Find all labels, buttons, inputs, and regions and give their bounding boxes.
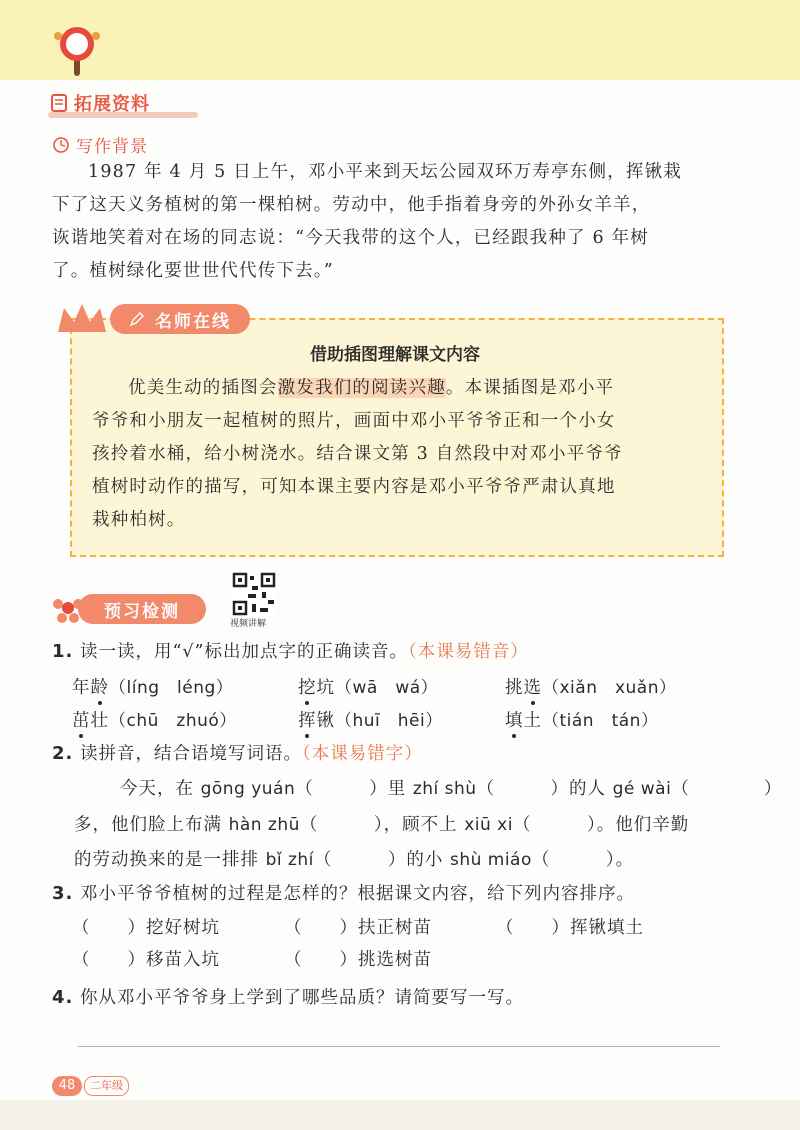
preview-tag bbox=[78, 594, 206, 624]
background-paragraph bbox=[52, 156, 722, 288]
q2-text: 多，他们脸上布满 bbox=[74, 815, 229, 835]
background-line: 下了这天义务植树的第一棵柏树。劳动中，他手指着身旁的外孙女羊羊， bbox=[52, 195, 651, 215]
crown-icon bbox=[54, 300, 110, 336]
q2-question bbox=[52, 740, 423, 765]
q2-pinyin: xiū xi bbox=[464, 815, 513, 835]
q1-item-dotted-char: 茁 bbox=[72, 711, 91, 731]
q2-number: 2. bbox=[52, 743, 74, 764]
q1-item-pinyin[interactable]: （tián tán） bbox=[542, 711, 659, 731]
drum-icon bbox=[44, 22, 104, 78]
q1-number: 1. bbox=[52, 641, 74, 662]
q1-text: 读一读，用“√”标出加点字的正确读音。 bbox=[79, 642, 408, 662]
q2-blank[interactable]: （ ）。他们辛勤 bbox=[512, 815, 690, 835]
teacher-paragraph bbox=[92, 372, 702, 537]
q1-item bbox=[505, 706, 658, 732]
highlight-text: 激发我们的阅读兴趣 bbox=[277, 378, 446, 398]
footer-divider bbox=[78, 1046, 720, 1047]
qr-label: 视频讲解 bbox=[230, 619, 267, 629]
section-title: 拓展资料 bbox=[74, 94, 150, 115]
q1-item bbox=[72, 673, 233, 699]
teacher-line: 植树时动作的描写，可知本课主要内容是邓小平爷爷严肃认真地 bbox=[92, 477, 616, 497]
teacher-line: 爷爷和小朋友一起植树的照片，画面中邓小平爷爷正和一个小女 bbox=[92, 411, 616, 431]
q2-pinyin: bǐ zhí bbox=[265, 850, 314, 870]
q2-blank[interactable]: （ ）的小 bbox=[313, 850, 450, 870]
background-line: 诙谐地笑着对在场的同志说：“今天我带的这个人，已经跟我种了 6 年树 bbox=[52, 228, 650, 248]
q1-item-char: 坑 bbox=[316, 678, 335, 698]
teacher-box-title: 借助插图理解课文内容 bbox=[310, 345, 480, 365]
q1-item-char: 挑 bbox=[505, 678, 524, 698]
teacher-line: 栽种柏树。 bbox=[92, 510, 186, 530]
q1-item-pinyin[interactable]: （huī hēi） bbox=[335, 711, 443, 731]
preview-tag-label: 预习检测 bbox=[104, 601, 180, 622]
q2-text: 的劳动换来的是一排排 bbox=[74, 850, 266, 870]
q1-item-char: 土 bbox=[523, 711, 542, 731]
section-header bbox=[50, 90, 150, 116]
q1-item bbox=[298, 673, 438, 699]
q1-question bbox=[52, 638, 529, 663]
q1-item-dotted-char: 填 bbox=[505, 711, 524, 731]
q2-line bbox=[74, 846, 634, 871]
background-line: 了。植树绿化要世世代代传下去。” bbox=[52, 261, 334, 281]
q2-pinyin: gé wài bbox=[612, 779, 672, 799]
pencil-icon bbox=[129, 311, 145, 327]
bottom-strip bbox=[0, 1100, 800, 1130]
q1-item-pinyin[interactable]: （wā wá） bbox=[335, 678, 439, 698]
q1-item-char: 锹 bbox=[316, 711, 335, 731]
q3-item[interactable]: （ ）挑选树苗 bbox=[284, 950, 432, 970]
q2-blank[interactable]: （ ）。 bbox=[531, 850, 635, 870]
q3-item[interactable]: （ ）挖好树坑 bbox=[72, 918, 220, 938]
q3-item[interactable]: （ ）挥锹填土 bbox=[496, 918, 644, 938]
q2-line bbox=[74, 811, 689, 836]
q3-question bbox=[52, 880, 635, 905]
background-line: 1987 年 4 月 5 日上午，邓小平来到天坛公园双环万寿亭东侧，挥锹栽 bbox=[88, 162, 683, 182]
q2-blank[interactable]: （ ）的人 bbox=[476, 779, 613, 799]
teacher-line bbox=[92, 372, 702, 405]
q4-text: 你从邓小平爷爷身上学到了哪些品质？请简要写一写。 bbox=[79, 988, 524, 1008]
q2-pinyin: gōng yuán bbox=[200, 779, 296, 799]
teacher-tag bbox=[110, 304, 250, 334]
qr-code-icon[interactable] bbox=[232, 572, 276, 616]
q1-item bbox=[72, 706, 237, 732]
q1-item-pinyin[interactable]: （xiǎn xuǎn） bbox=[542, 678, 677, 698]
q2-text: 读拼音，结合语境写词语。 bbox=[79, 744, 302, 764]
q2-blank[interactable]: （ ）里 bbox=[295, 779, 413, 799]
q2-pinyin: zhí shù bbox=[412, 779, 477, 799]
top-banner bbox=[0, 0, 800, 80]
document-icon bbox=[50, 93, 68, 113]
q3-number: 3. bbox=[52, 883, 74, 904]
teacher-line: 孩拎着水桶，给小树浇水。结合课文第 3 自然段中对邓小平爷爷 bbox=[92, 444, 623, 464]
q2-pinyin: hàn zhū bbox=[228, 815, 300, 835]
q2-blank[interactable]: （ ） bbox=[671, 779, 783, 799]
q2-text: 今天，在 bbox=[120, 779, 201, 799]
teacher-tag-label: 名师在线 bbox=[155, 311, 231, 332]
page-number: 48 bbox=[52, 1076, 82, 1096]
q4-number: 4. bbox=[52, 987, 74, 1008]
teacher-line-pre: 优美生动的插图会 bbox=[128, 378, 278, 398]
q2-note: （本课易错字） bbox=[301, 744, 423, 764]
teacher-line-post: 。本课插图是邓小平 bbox=[445, 378, 615, 398]
sub-title: 写作背景 bbox=[76, 137, 148, 157]
q1-item-char: 年 bbox=[72, 678, 91, 698]
q3-item[interactable]: （ ）扶正树苗 bbox=[284, 918, 432, 938]
q1-item-char: 壮 bbox=[90, 711, 109, 731]
q3-item[interactable]: （ ）移苗入坑 bbox=[72, 950, 220, 970]
grade-label: 二年级 bbox=[84, 1076, 129, 1096]
q1-item-pinyin[interactable]: （líng léng） bbox=[109, 678, 234, 698]
clock-icon bbox=[52, 136, 70, 154]
q4-question bbox=[52, 984, 524, 1009]
q1-item-dotted-char: 挥 bbox=[298, 711, 317, 731]
q1-item bbox=[298, 706, 443, 732]
q1-item-pinyin[interactable]: （chū zhuó） bbox=[109, 711, 237, 731]
q2-pinyin: shù miáo bbox=[449, 850, 532, 870]
q3-text: 邓小平爷爷植树的过程是怎样的？根据课文内容，给下列内容排序。 bbox=[79, 884, 635, 904]
q1-item-dotted-char: 选 bbox=[523, 678, 542, 698]
q1-note: （本课易错音） bbox=[408, 642, 529, 662]
sub-header bbox=[52, 132, 148, 157]
q1-item bbox=[505, 673, 677, 699]
q1-item-dotted-char: 龄 bbox=[90, 678, 109, 698]
q1-item-dotted-char: 挖 bbox=[298, 678, 317, 698]
q2-blank[interactable]: （ ），顾不上 bbox=[299, 815, 465, 835]
q2-line bbox=[120, 775, 782, 800]
